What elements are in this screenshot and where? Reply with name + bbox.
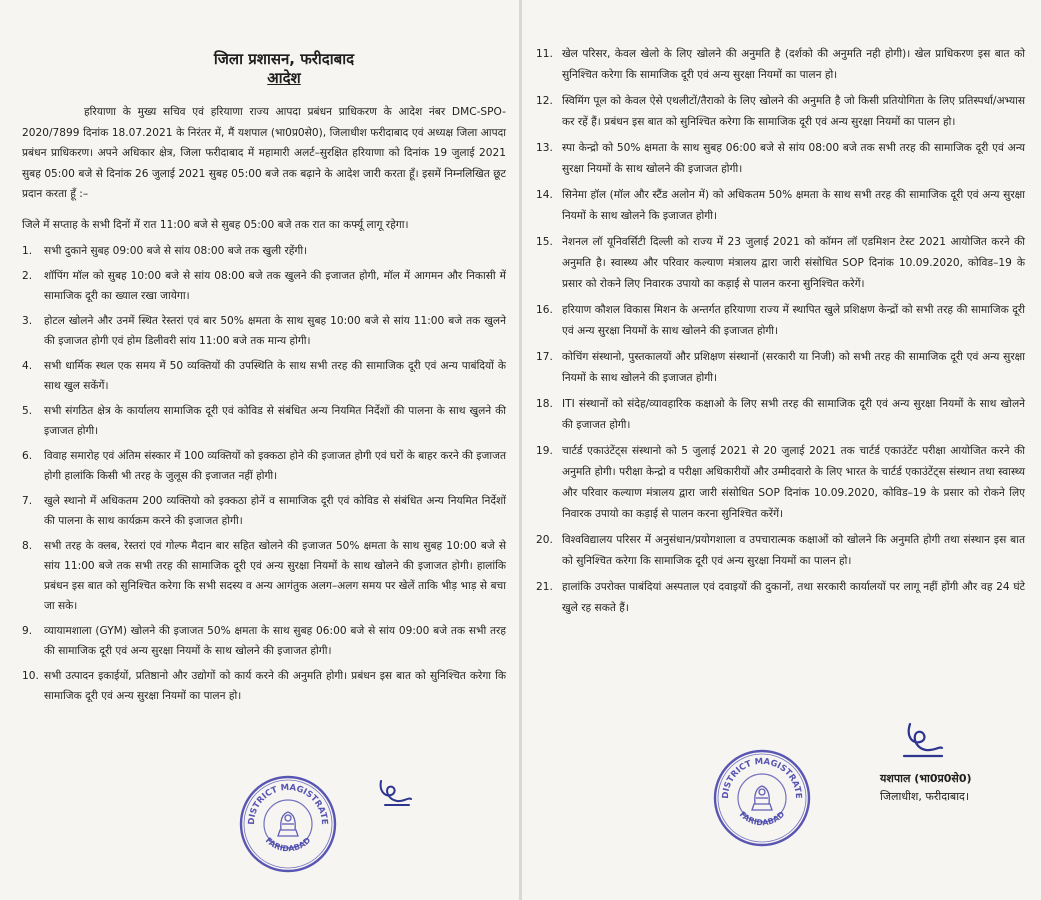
order-item: [22, 266, 506, 306]
order-item-number: 7.: [22, 494, 33, 507]
order-item-number: 12.: [536, 95, 553, 107]
order-item-number: 8.: [22, 539, 33, 552]
order-item-number: 1.: [22, 244, 33, 257]
svg-text:DISTRICT MAGISTRATE: DISTRICT MAGISTRATE: [246, 782, 330, 826]
order-item: [536, 232, 1025, 295]
order-item-number: 2.: [22, 269, 33, 282]
order-item-number: 6.: [22, 449, 33, 462]
order-item-text: सभी उत्पादन इकाईयों, प्रतिष्ठानो और उद्योगों को कार्य करने की अनुमति होगी। प्रबंधन इस बात को सुनिश्चित करेगा कि सामाजिक दूरी एवं अन्य सुरक्षा नियमों का पालन हो।: [44, 669, 506, 702]
intro-paragraph: हरियाणा के मुख्य सचिव एवं हरियाणा राज्य आपदा प्रबंधन प्राधिकरण के आदेश नंबर DMC-SPO-2020/7899 दिनांक 18.07.2021 के निरंतर में, मैं यशपाल (भा0प्र0से0), जिलाधीश फरीदाबाद एवं अध्यक्ष जिला आपदा प्रबंधन प्राधिकरण। अपने अधिकार क्षेत्र, जिला फरीदाबाद में महामारी अलर्ट–सुरक्षित हरियाणा को दिनांक 19 जुलाई 2021 सुबह 05:00 बजे से दिनांक 26 जुलाई 2021 सुबह 05:00 बजे तक बढ़ाने के आदेश जारी करता हूँ। इसमें निम्नलिखित छूट प्रदान करता हूँ :–: [22, 106, 506, 200]
order-item: [22, 491, 506, 531]
order-item-text: सभी तरह के क्लब, रेस्तरां एवं गोल्फ मैदान बार सहित खोलने की इजाजत 50% क्षमता के साथ सुबह 10:00 बजे से सांय 11:00 बजे तक सभी तरह की सामाजिक दूरी एवं अन्य सुरक्षा नियमों के साथ खोलने की इजाजत होगी। हालांकि प्रबंधन इस बात को सुनिश्चित करेगा कि सभी सदस्य व अन्य आगंतुक अलग–अलग समय पर खेलें ताकि भीड़ भाड़ से बचा जा सके।: [44, 539, 506, 612]
order-item-text: विवाह समारोह एवं अंतिम संस्कार में 100 व्यक्तियों को इक्कठा होने की इजाजत होगी एवं घरों के बाहर करने की इजाजत होगी हालांकि किसी भी तरह के जुलूस की इजाजत नहीं होगी।: [44, 449, 507, 482]
order-item-number: 14.: [536, 189, 553, 201]
order-item-number: 13.: [536, 142, 553, 154]
order-item: [22, 621, 506, 661]
svg-text:FARIDABAD: FARIDABAD: [737, 809, 787, 828]
signatory-block: [880, 770, 972, 806]
document-subtitle: आदेश: [267, 69, 301, 87]
order-item-number: 9.: [22, 624, 33, 637]
order-item-text: हालांकि उपरोक्त पाबंदियां अस्पताल एवं दवाइयों की दुकानों, तथा सरकारी कार्यालयों पर लागू नहीं होंगी और वह 24 घंटे खुले रह सकते हैं।: [562, 581, 1025, 614]
signature-scribble-right: [896, 720, 946, 762]
order-item: [536, 91, 1025, 133]
order-item-number: 17.: [536, 351, 553, 363]
order-item: [22, 446, 506, 486]
order-item-number: 10.: [22, 669, 39, 682]
order-item-number: 4.: [22, 359, 33, 372]
curfew-notice: जिले में सप्ताह के सभी दिनों में रात 11:00 बजे से सुबह 05:00 बजे तक रात का कर्फ्यू लागू रहेगा।: [22, 218, 409, 231]
district-magistrate-stamp-right: [712, 748, 812, 848]
order-item-number: 16.: [536, 304, 553, 316]
order-item-text: सिनेमा हॉल (मॉल और स्टैंड अलोन में) को अधिकतम 50% क्षमता के साथ सभी तरह की सामाजिक दूरी एवं अन्य सुरक्षा नियमों के साथ खोलने कि इजाजत होगी।: [562, 189, 1025, 222]
order-item: [22, 536, 506, 616]
district-magistrate-stamp-left: [238, 774, 338, 874]
svg-text:DISTRICT MAGISTRATE: DISTRICT MAGISTRATE: [720, 756, 804, 800]
document-title: जिला प्रशासन, फरीदाबाद: [213, 50, 355, 68]
order-item: [22, 241, 506, 261]
order-item-text: सभी दुकाने सुबह 09:00 बजे से सांय 08:00 बजे तक खुली रहेंगी।: [44, 244, 308, 257]
svg-text:FARIDABAD: FARIDABAD: [263, 835, 313, 854]
order-item-text: सभी संगठित क्षेत्र के कार्यालय सामाजिक दूरी एवं कोविड से संबंधित अन्य नियमित निर्देशों की पालना के साथ खुलने की इजाजत होगी।: [44, 404, 506, 437]
order-item-text: हरियाण कौशल विकास मिशन के अन्तर्गत हरियाणा राज्य में स्थापित खुले प्रशिक्षण केन्द्रों को सभी तरह की सामाजिक दूरी एवं अन्य सुरक्षा नियमों के साथ खोलने की इजाजत होगी।: [562, 304, 1025, 337]
order-item-text: चार्टर्ड एकाउंटेंट्स संस्थानो को 5 जुलाई 2021 से 20 जुलाई 2021 तक चार्टर्ड एकाउंटेंट परीक्षा आयोजित करने की अनुमति होगी। परीक्षा केन्द्रो व परीक्षा अधिकारीयों और उम्मीदवारो के लिए भारत के चार्टर्ड एकाउंटेंट्स संस्थान तथा स्वास्थ्य और परिवार कल्याण मंत्रालय द्वारा जारी संसोधित SOP दिनांक 10.09.2020, कोविड–19 के प्रसार को रोकने लिए निवारक उपायो का कड़ाई से पालन करना सुनिश्चित करेंगें।: [562, 445, 1025, 520]
order-item-number: 3.: [22, 314, 33, 327]
relaxation-list-right: [536, 44, 1025, 619]
order-item: [536, 347, 1025, 389]
order-item-number: 11.: [536, 48, 553, 60]
order-item-text: खेल परिसर, केवल खेलो के लिए खोलने की अनुमति है (दर्शको की अनुमति नही होगी)। खेल प्राधिकरण इस बात को सुनिश्चित करेगा कि सामाजिक दूरी एवं अन्य सुरक्षा नियमों का पालन हो।: [562, 48, 1025, 81]
order-item: [536, 394, 1025, 436]
order-item: [22, 401, 506, 441]
order-item-text: ITI संस्थानों को संदेह/व्यावहारिक कक्षाओ के लिए सभी तरह की सामाजिक दूरी एवं अन्य सुरक्षा नियमों के साथ खोलने की इजाजत होगी।: [562, 398, 1025, 431]
order-item-number: 19.: [536, 445, 553, 457]
order-item-text: शॉपिंग मॉल को सुबह 10:00 बजे से सांय 08:00 बजे तक खुलने की इजाजत होगी, मॉल में आगमन और निकासी में सामाजिक दूरी का ख्याल रखा जायेगा।: [44, 269, 506, 302]
order-item-number: 20.: [536, 534, 553, 546]
order-item-text: नेशनल लॉ यूनिवर्सिटी दिल्ली को राज्य में 23 जुलाई 2021 को कॉमन लॉ एडमिशन टेस्ट 2021 आयोजित करने की अनुमति है। स्वास्थ्य और परिवार कल्याण मंत्रालय द्वारा जारी संसोधित SOP दिनांक 10.09.2020, कोविड–19 के प्रसार को रोकने लिए निवारक उपायो का कड़ाई से पालन करना सुनिश्चित करेगें।: [562, 236, 1025, 290]
order-item: [536, 44, 1025, 86]
order-item: [22, 356, 506, 396]
order-item-text: खुले स्थानो में अधिकतम 200 व्यक्तियो को इक्कठा होनें व सामाजिक दूरी एवं कोविड से संबंधित अन्य नियमित निर्देशों की पालना के साथ कार्यक्रम करने की इजाजत होगी।: [44, 494, 506, 527]
signature-scribble-left: [375, 777, 415, 811]
order-item-text: होटल खोलने और उनमें स्थित रेस्तरां एवं बार 50% क्षमता के साथ सुबह 10:00 बजे से सांय 11:00 बजे तक खुलने की इजाजत होगी एवं होम डिलीवरी सांय 11:00 बजे तक मान्य होगी।: [44, 314, 506, 347]
order-item: [536, 185, 1025, 227]
order-item-text: सभी धार्मिक स्थल एक समय में 50 व्यक्तियों की उपस्थिति के साथ सभी तरह की सामाजिक दूरी एवं अन्य पाबंदियों के साथ खुल सकेंगें।: [44, 359, 506, 392]
order-item-text: विश्वविद्यालय परिसर में अनुसंधान/प्रयोगशाला व उपचारात्मक कक्षाओं को खोलने कि अनुमति होगी तथा संस्थान इस बात को सुनिश्चित करेगा कि सामाजिक दूरी एवं अन्य सुरक्षा नियमों का पालन हो।: [562, 534, 1025, 567]
page-left: [0, 0, 520, 900]
order-item-number: 5.: [22, 404, 33, 417]
order-item-text: स्पा केन्द्रो को 50% क्षमता के साथ सुबह 06:00 बजे से सांय 08:00 बजे तक सभी तरह की सामाजिक दूरी एवं अन्य सुरक्षा नियमों के साथ खोलने की इजाजत होगी।: [562, 142, 1025, 175]
order-item: [536, 577, 1025, 619]
relaxation-list-left: [22, 241, 506, 706]
order-item-number: 15.: [536, 236, 553, 248]
order-item: [22, 666, 506, 706]
order-item: [22, 311, 506, 351]
signatory-name: यशपाल (भा0प्र0से0): [880, 772, 972, 785]
signatory-designation: जिलाधीश, फरीदाबाद।: [880, 790, 970, 803]
order-item-text: स्विमिंग पूल को केवल ऐसे एथलीटों/तैराको के लिए खोलने की अनुमति है जो किसी प्रतियोगिता के लिए प्रतिस्पर्धा/अभ्यास कर रहें हैं। प्रबंधन इस बात को सुनिश्चित करेगा कि सामाजिक दूरी एवं अन्य सुरक्षा नियमों का पालन हो।: [562, 95, 1025, 128]
order-item: [536, 300, 1025, 342]
order-item: [536, 138, 1025, 180]
order-item-number: 21.: [536, 581, 553, 593]
order-item-number: 18.: [536, 398, 553, 410]
order-item-text: व्यायामशाला (GYM) खोलने की इजाजत 50% क्षमता के साथ सुबह 06:00 बजे से सांय 09:00 बजे तक सभी तरह की सामाजिक दूरी एवं अन्य सुरक्षा नियमों के साथ खोलने की इजाजत होगी।: [44, 624, 506, 657]
order-item: [536, 441, 1025, 525]
order-item-text: कोचिंग संस्थानो, पुस्तकालयों और प्रशिक्षण संस्थानों (सरकारी या निजी) को सभी तरह की सामाजिक दूरी एवं अन्य सुरक्षा नियमों के साथ खोलने की इजाजत होगी।: [562, 351, 1025, 384]
order-item: [536, 530, 1025, 572]
